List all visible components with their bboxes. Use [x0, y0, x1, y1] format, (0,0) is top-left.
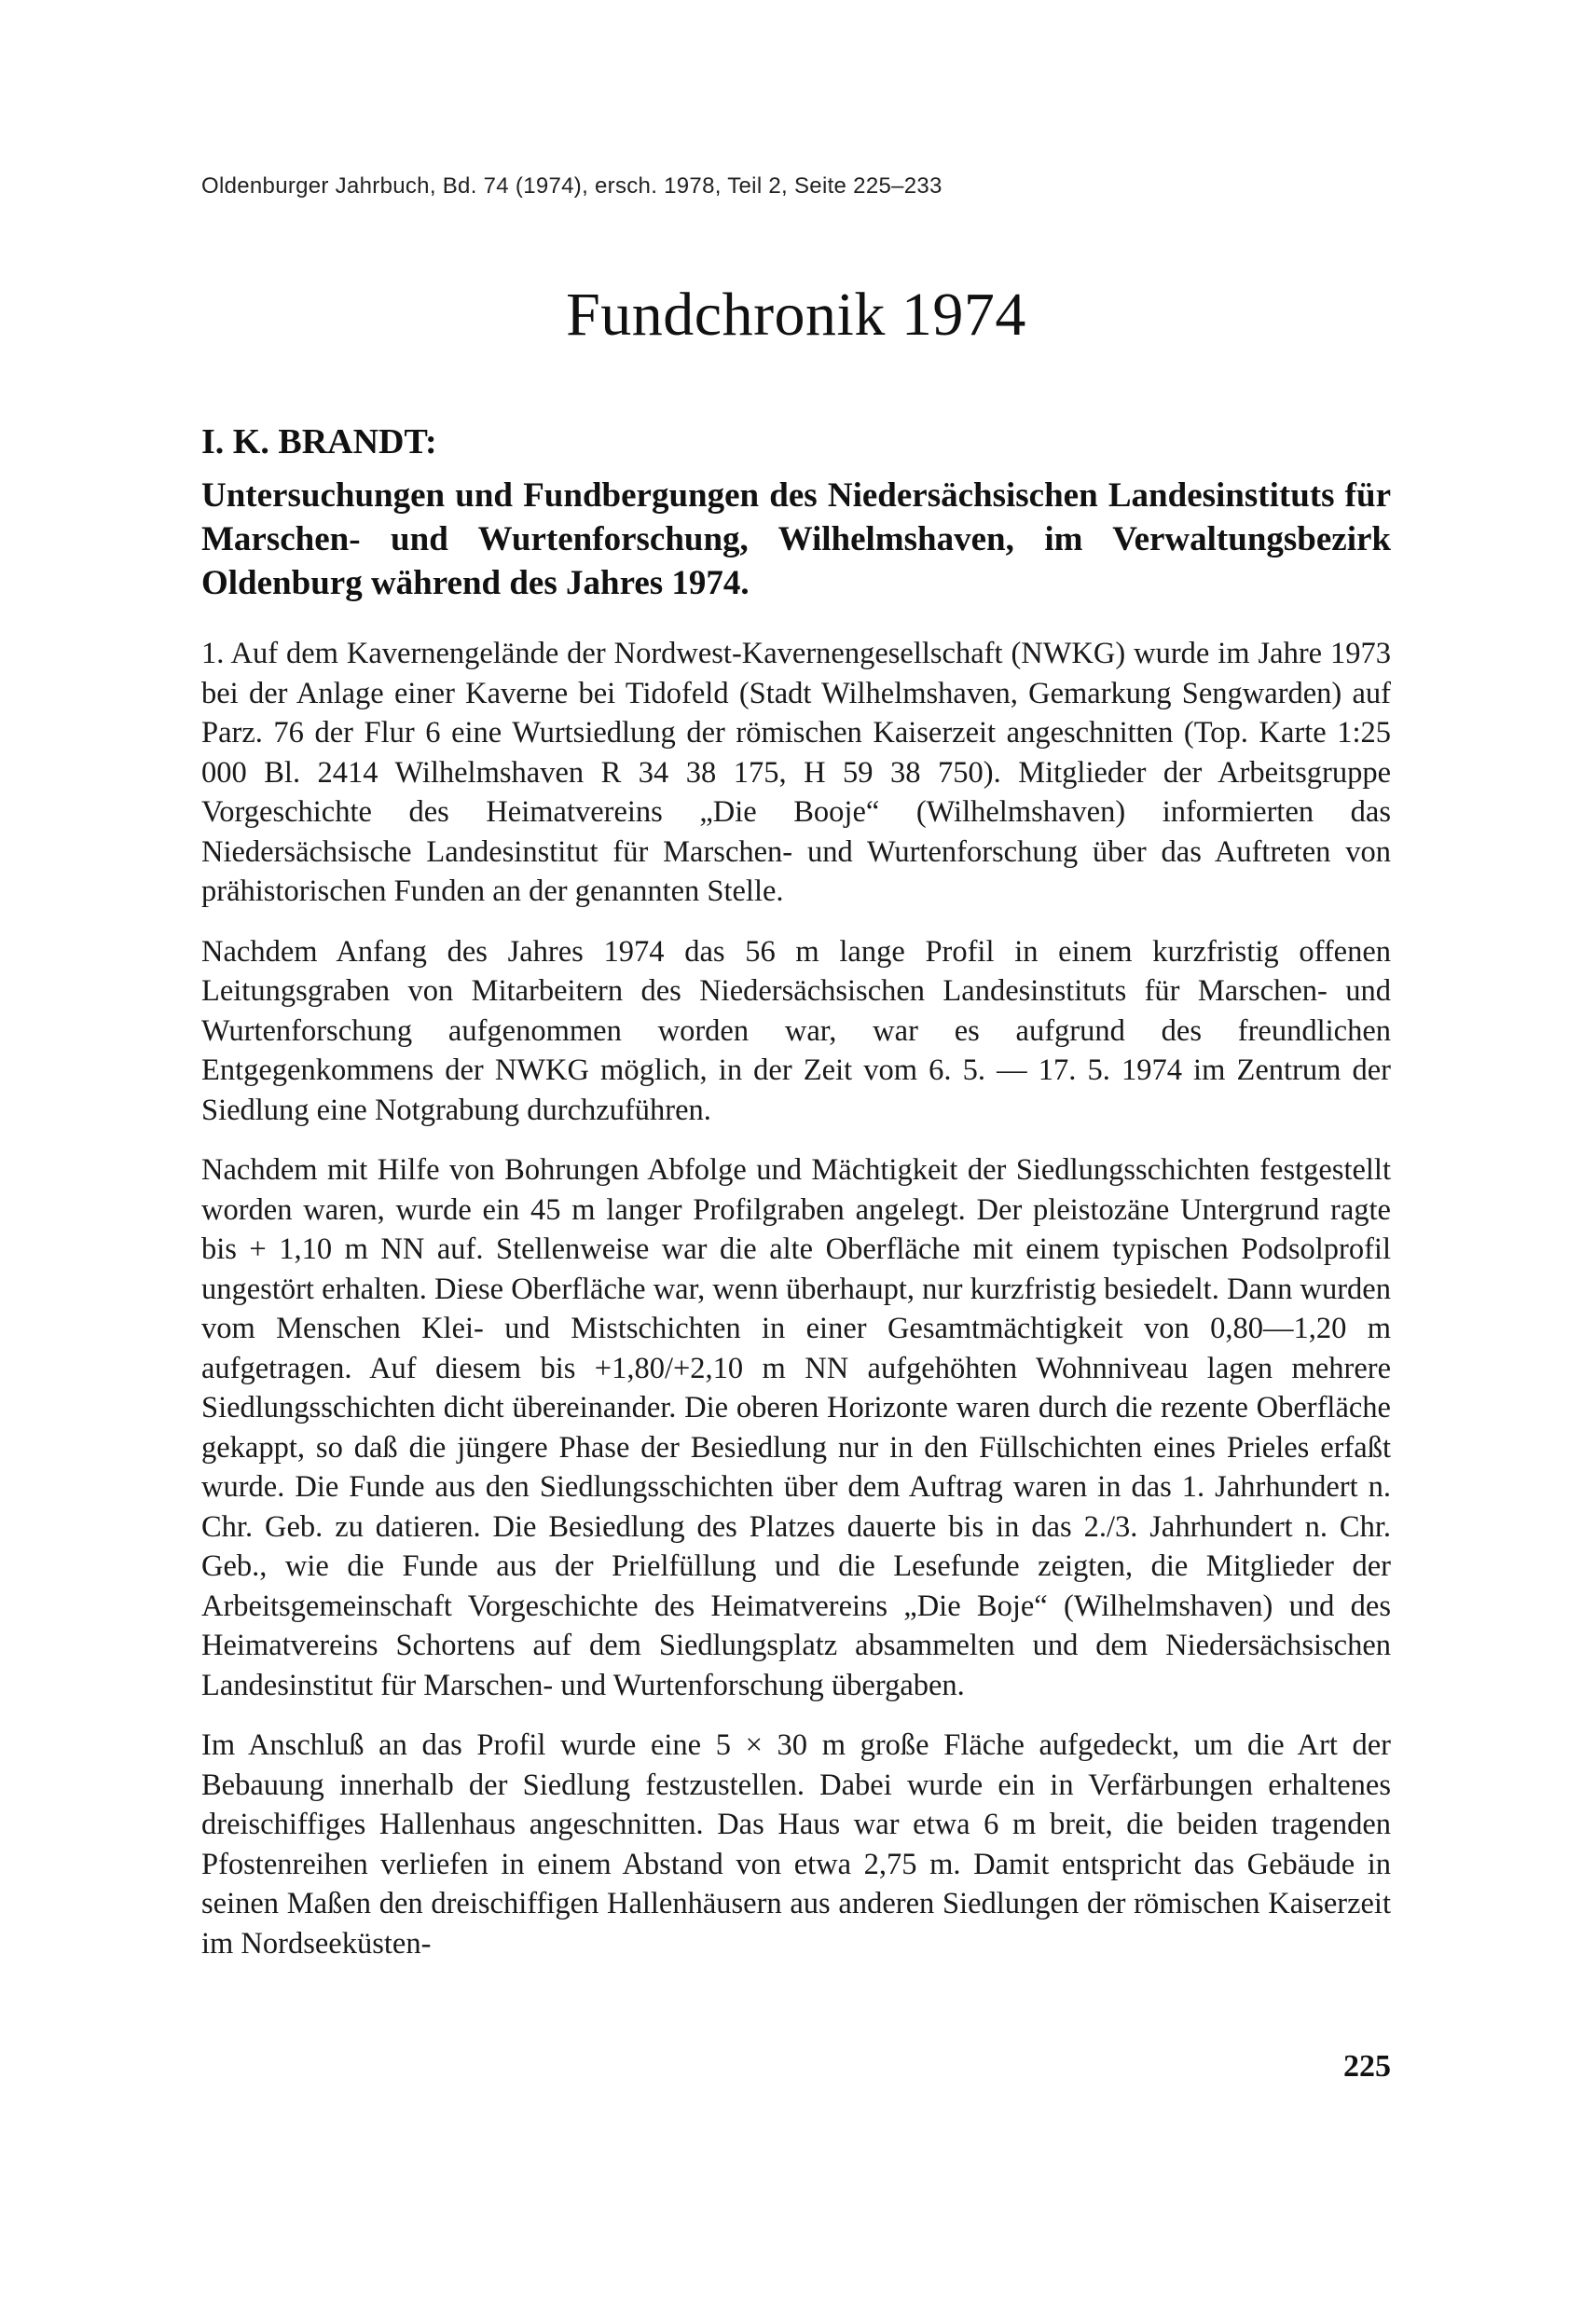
paragraph-1: 1. Auf dem Kavernengelände der Nordwest-Kavernengesellschaft (NWKG) wurde im Jahre 1973 bei der Anlage einer Kaverne bei Tidofeld (Stadt Wilhelmshaven, Gemarkung Sengwarden) auf Parz. 76 der Flur 6 eine Wurtsiedlung der römischen Kaiserzeit angeschnitten (Top. Karte 1:25 000 Bl. 2414 Wilhelmshaven R 34 38 175, H 59 38 750). Mitglieder der Arbeitsgruppe Vorgeschichte des Heimatvereins „Die Booje“ (Wilhelmshaven) informierten das Niedersächsische Landesinstitut für Marschen- und Wurtenforschung über das Auftreten von prähistorischen Funden an der genannten Stelle. — [201, 637, 1391, 908]
paragraph-2: Nachdem Anfang des Jahres 1974 das 56 m lange Profil in einem kurzfristig offenen Leitungsgraben von Mitarbeitern des Niedersächsischen Landesinstituts für Marschen- und Wurtenforschung aufgenommen worden war, war es aufgrund des freundlichen Entgegenkommens der NWKG möglich, in der Zeit vom 6. 5. — 17. 5. 1974 im Zentrum der Siedlung eine Notgrabung durchzuführen. — [201, 934, 1391, 1127]
document-page — [201, 0, 1391, 2312]
running-head: Oldenburger Jahrbuch, Bd. 74 (1974), ersch. 1978, Teil 2, Seite 225–233 — [201, 173, 942, 199]
paragraph-4: Im Anschluß an das Profil wurde eine 5 × 30 m große Fläche aufgedeckt, um die Art der Bebauung innerhalb der Siedlung festzustellen. Dabei wurde ein in Verfärbungen erhaltenes dreischiffiges Hallenhaus angeschnitten. Das Haus war etwa 6 m breit, die beiden tragenden Pfostenreihen verliefen in einem Abstand von etwa 2,75 m. Damit entspricht das Gebäude in seinen Maßen den dreischiffigen Hallenhäusern aus anderen Siedlungen der römischen Kaiserzeit im Nordseeküsten- — [201, 1728, 1391, 1961]
author-line: I. K. BRANDT: — [201, 422, 437, 461]
page-number: 225 — [1343, 2049, 1391, 2084]
body-text — [201, 634, 1391, 1984]
section-subtitle: Untersuchungen und Fundbergungen des Niedersächsischen Landesinstituts für Marschen- und Wurtenforschung, Wilhelmshaven, im Verwaltungsbezirk Oldenburg während des Jahres 1974. — [201, 476, 1391, 602]
page-title: Fundchronik 1974 — [566, 281, 1026, 349]
paragraph-3: Nachdem mit Hilfe von Bohrungen Abfolge und Mächtigkeit der Siedlungsschichten festgestellt worden waren, wurde ein 45 m langer Profilgraben angelegt. Der pleistozäne Untergrund ragte bis + 1,10 m NN auf. Stellenweise war die alte Oberfläche mit einem typischen Podsolprofil ungestört erhalten. Diese Oberfläche war, wenn überhaupt, nur kurzfristig besiedelt. Dann wurden vom Menschen Klei- und Mistschichten in einer Gesamtmächtigkeit von 0,80—1,20 m aufgetragen. Auf diesem bis +1,80/+2,10 m NN aufgehöhten Wohnniveau lagen mehrere Siedlungsschichten dicht übereinander. Die oberen Horizonte waren durch die rezente Oberfläche gekappt, so daß die jüngere Phase der Besiedlung nur in den Füllschichten eines Prieles erfaßt wurde. Die Funde aus den Siedlungsschichten über dem Auftrag waren in das 1. Jahrhundert n. Chr. Geb. zu datieren. Die Besiedlung des Platzes dauerte bis in das 2./3. Jahrhundert n. Chr. Geb., wie die Funde aus der Prielfüllung und die Lesefunde zeigten, die Mitglieder der Arbeitsgemeinschaft Vorgeschichte des Heimatvereins „Die Boje“ (Wilhelmshaven) und des Heimatvereins Schortens auf dem Siedlungsplatz absammelten und dem Niedersächsischen Landesinstitut für Marschen- und Wurtenforschung übergaben. — [201, 1153, 1391, 1702]
